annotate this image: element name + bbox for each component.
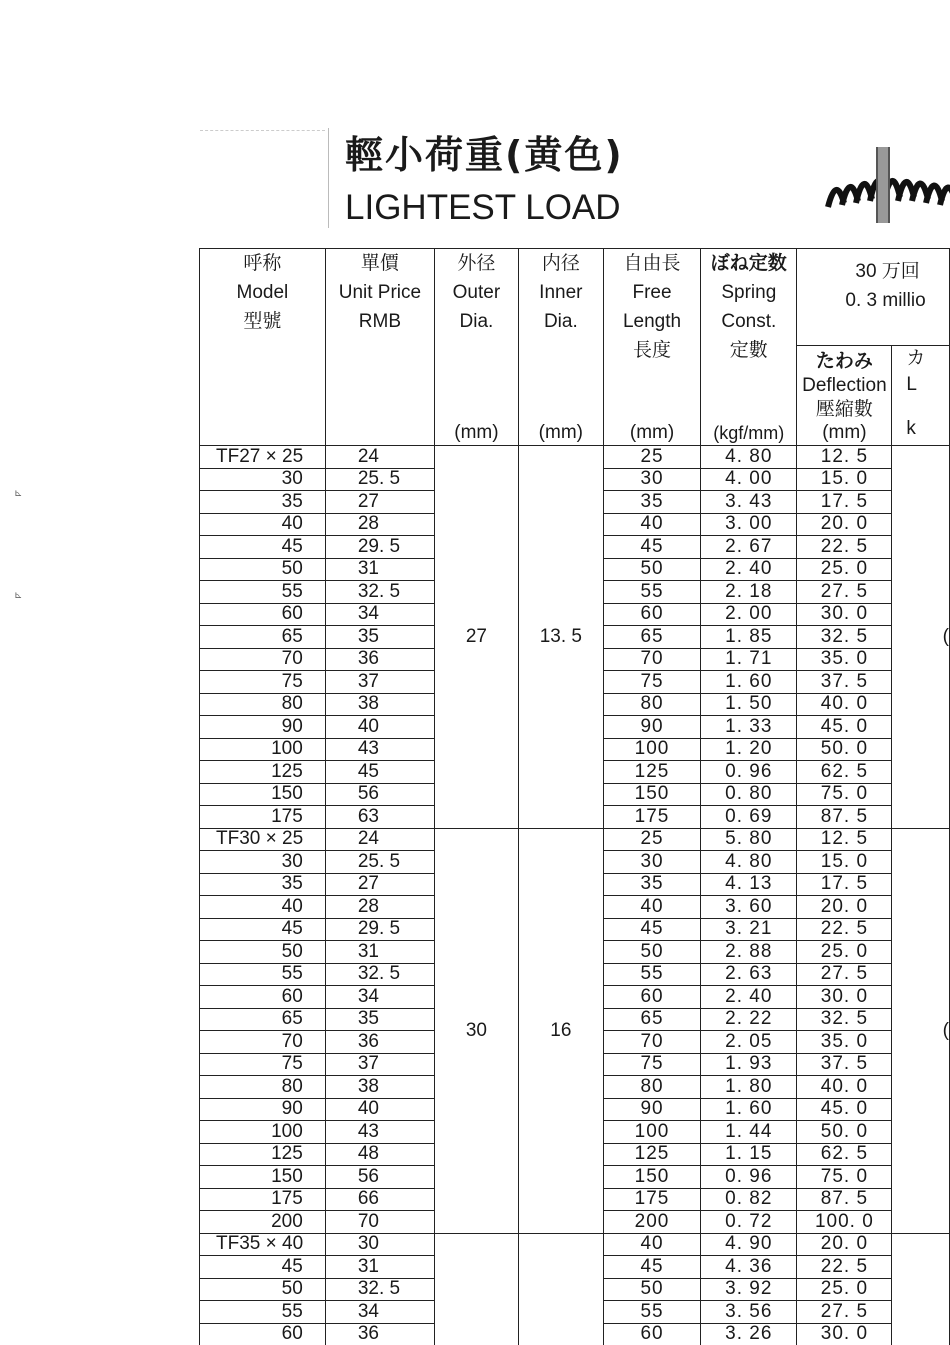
cell-model: 45 <box>200 918 326 941</box>
cell-model: 45 <box>200 536 326 559</box>
cell-deflection: 62. 5 <box>797 761 892 784</box>
header-free-tw: 長度 <box>633 340 672 361</box>
cell-spring-const: 4. 00 <box>701 468 797 491</box>
cell-deflection: 15. 0 <box>797 851 892 874</box>
cell-free-length: 45 <box>603 536 700 559</box>
cell-model: 50 <box>200 558 326 581</box>
cell-free-length: 40 <box>603 1233 700 1256</box>
cell-spring-const: 4. 80 <box>701 851 797 874</box>
cell-free-length: 75 <box>603 1053 700 1076</box>
cell-spring-const: 4. 36 <box>701 1256 797 1279</box>
cell-spring-const: 0. 96 <box>701 761 797 784</box>
cell-free-length: 25 <box>603 446 700 469</box>
cell-spring-const: 4. 90 <box>701 1233 797 1256</box>
cell-price: 32. 5 <box>325 1278 434 1301</box>
cell-model: 45 <box>200 1256 326 1279</box>
cell-deflection: 32. 5 <box>797 626 892 649</box>
cell-free-length: 35 <box>603 873 700 896</box>
header-spring-en: Spring <box>721 282 777 303</box>
cell-price: 25. 5 <box>325 468 434 491</box>
cell-deflection: 17. 5 <box>797 873 892 896</box>
cell-price: 40 <box>325 716 434 739</box>
cell-spring-const: 5. 80 <box>701 828 797 851</box>
cell-model: 55 <box>200 581 326 604</box>
cell-inner-dia: 16 <box>518 828 603 1233</box>
cell-spring-const: 2. 88 <box>701 941 797 964</box>
cell-price: 37 <box>325 671 434 694</box>
cell-deflection: 75. 0 <box>797 783 892 806</box>
header-free-cn: 自由長 <box>623 253 681 274</box>
cell-price: 43 <box>325 738 434 761</box>
cell-model: 175 <box>200 1188 326 1211</box>
cell-spring-const: 1. 85 <box>701 626 797 649</box>
cell-model: TF27 × 25 <box>200 446 326 469</box>
cell-free-length: 125 <box>603 761 700 784</box>
header-inner-en: Inner <box>539 282 583 303</box>
header-spring-en2: Const. <box>721 311 777 332</box>
header-outer-en2: Dia. <box>459 311 494 332</box>
cell-spring-const: 3. 26 <box>701 1323 797 1345</box>
cell-price: 40 <box>325 1098 434 1121</box>
cell-model: 40 <box>200 513 326 536</box>
cell-spring-const: 0. 72 <box>701 1211 797 1234</box>
cell-deflection: 27. 5 <box>797 1301 892 1324</box>
header-deflection-jp: たわみ <box>815 351 873 373</box>
page-title-cn: 輕小荷重(黄色) <box>345 133 624 177</box>
header-inner-en2: Dia. <box>543 311 578 332</box>
cell-model: 60 <box>200 603 326 626</box>
margin-mark: ⊾ <box>14 590 23 601</box>
cell-spring-const: 2. 05 <box>701 1031 797 1054</box>
cell-model: 35 <box>200 873 326 896</box>
page-title-en: LIGHTEST LOAD <box>345 188 621 227</box>
table-row <box>200 446 950 469</box>
cell-free-length: 25 <box>603 828 700 851</box>
cell-outer-dia: 30 <box>435 828 519 1233</box>
cell-price: 29. 5 <box>325 536 434 559</box>
cell-spring-const: 1. 93 <box>701 1053 797 1076</box>
cell-spring-const: 1. 50 <box>701 693 797 716</box>
cell-deflection: 15. 0 <box>797 468 892 491</box>
cell-free-length: 150 <box>603 783 700 806</box>
cell-price: 27 <box>325 873 434 896</box>
unit-spring: (kgf/mm) <box>713 423 785 443</box>
cell-free-length: 125 <box>603 1143 700 1166</box>
header-price-en: Unit Price <box>338 282 422 303</box>
cell-model: 80 <box>200 693 326 716</box>
cell-free-length: 90 <box>603 716 700 739</box>
cell-deflection: 32. 5 <box>797 1008 892 1031</box>
cell-model: 60 <box>200 1323 326 1345</box>
cell-free-length: 60 <box>603 986 700 1009</box>
cell-free-length: 175 <box>603 806 700 829</box>
cell-model: TF35 × 40 <box>200 1233 326 1256</box>
cell-price: 37 <box>325 1053 434 1076</box>
cell-spring-const: 2. 67 <box>701 536 797 559</box>
header-spring-tw: 定數 <box>729 340 768 361</box>
cell-price: 35 <box>325 1008 434 1031</box>
cell-deflection: 25. 0 <box>797 941 892 964</box>
cell-price: 63 <box>325 806 434 829</box>
cell-free-length: 75 <box>603 671 700 694</box>
header-outer-en: Outer <box>452 282 501 303</box>
header-next-1: カ <box>906 348 926 370</box>
cell-spring-const: 0. 82 <box>701 1188 797 1211</box>
col-header-free-length <box>603 249 700 446</box>
cell-deflection: 87. 5 <box>797 1188 892 1211</box>
cell-free-length: 150 <box>603 1166 700 1189</box>
cell-price: 45 <box>325 761 434 784</box>
cell-outer-dia <box>435 1233 519 1345</box>
cell-model: 100 <box>200 738 326 761</box>
cell-free-length: 65 <box>603 626 700 649</box>
col-header-next <box>892 346 950 446</box>
cell-spring-const: 2. 63 <box>701 963 797 986</box>
cell-spring-const: 0. 96 <box>701 1166 797 1189</box>
cell-deflection: 35. 0 <box>797 1031 892 1054</box>
cell-spring-const: 2. 40 <box>701 986 797 1009</box>
header-inner-cn: 内径 <box>541 253 580 274</box>
cell-model: 30 <box>200 851 326 874</box>
cell-free-length: 200 <box>603 1211 700 1234</box>
cell-model: 100 <box>200 1121 326 1144</box>
cell-free-length: 50 <box>603 558 700 581</box>
cell-price: 34 <box>325 603 434 626</box>
cell-deflection: 100. 0 <box>797 1211 892 1234</box>
cell-deflection: 30. 0 <box>797 986 892 1009</box>
cell-life-load: ( <box>892 446 950 829</box>
spring-spec-table <box>199 248 950 1345</box>
cell-model: 80 <box>200 1076 326 1099</box>
col-header-price <box>325 249 434 446</box>
cell-free-length: 50 <box>603 941 700 964</box>
cell-price: 29. 5 <box>325 918 434 941</box>
cell-free-length: 80 <box>603 693 700 716</box>
logo-placeholder <box>198 128 329 228</box>
cell-model: 125 <box>200 1143 326 1166</box>
cell-price: 32. 5 <box>325 963 434 986</box>
cell-deflection: 75. 0 <box>797 1166 892 1189</box>
cell-spring-const: 0. 69 <box>701 806 797 829</box>
cell-deflection: 62. 5 <box>797 1143 892 1166</box>
cell-model: 65 <box>200 626 326 649</box>
cell-free-length: 55 <box>603 963 700 986</box>
cell-price: 31 <box>325 941 434 964</box>
cell-life-load <box>892 1233 950 1345</box>
cell-free-length: 90 <box>603 1098 700 1121</box>
cell-price: 36 <box>325 1323 434 1345</box>
cell-spring-const: 1. 80 <box>701 1076 797 1099</box>
cell-price: 70 <box>325 1211 434 1234</box>
unit-inner: (mm) <box>538 422 583 443</box>
cell-price: 36 <box>325 1031 434 1054</box>
header-price-unit: RMB <box>358 311 402 332</box>
cell-price: 34 <box>325 986 434 1009</box>
cell-spring-const: 1. 60 <box>701 1098 797 1121</box>
cell-price: 31 <box>325 1256 434 1279</box>
cell-deflection: 12. 5 <box>797 446 892 469</box>
header-next-3: k <box>906 418 916 440</box>
cell-price: 30 <box>325 1233 434 1256</box>
cell-deflection: 30. 0 <box>797 1323 892 1345</box>
cell-deflection: 37. 5 <box>797 671 892 694</box>
header-model-tw: 型號 <box>243 311 282 332</box>
header-free-en: Free <box>632 282 672 303</box>
cell-model: TF30 × 25 <box>200 828 326 851</box>
col-header-life <box>797 249 950 346</box>
cell-deflection: 40. 0 <box>797 1076 892 1099</box>
col-header-model <box>200 249 326 446</box>
table-row <box>200 1233 950 1256</box>
cell-model: 35 <box>200 491 326 514</box>
header-model-cn: 呼称 <box>243 253 282 274</box>
cell-model: 55 <box>200 963 326 986</box>
cell-model: 70 <box>200 1031 326 1054</box>
cell-spring-const: 3. 92 <box>701 1278 797 1301</box>
cell-free-length: 70 <box>603 648 700 671</box>
cell-free-length: 100 <box>603 1121 700 1144</box>
unit-outer: (mm) <box>454 422 499 443</box>
col-header-inner <box>518 249 603 446</box>
cell-model: 125 <box>200 761 326 784</box>
coil-spring-icon <box>818 145 950 225</box>
cell-deflection: 35. 0 <box>797 648 892 671</box>
cell-price: 36 <box>325 648 434 671</box>
cell-free-length: 30 <box>603 851 700 874</box>
cell-deflection: 37. 5 <box>797 1053 892 1076</box>
cell-price: 28 <box>325 896 434 919</box>
cell-deflection: 25. 0 <box>797 558 892 581</box>
cell-deflection: 22. 5 <box>797 918 892 941</box>
cell-price: 34 <box>325 1301 434 1324</box>
cell-free-length: 175 <box>603 1188 700 1211</box>
cell-price: 28 <box>325 513 434 536</box>
cell-deflection: 17. 5 <box>797 491 892 514</box>
cell-deflection: 22. 5 <box>797 536 892 559</box>
cell-outer-dia: 27 <box>435 446 519 829</box>
cell-free-length: 30 <box>603 468 700 491</box>
cell-model: 65 <box>200 1008 326 1031</box>
cell-model: 90 <box>200 1098 326 1121</box>
cell-model: 175 <box>200 806 326 829</box>
cell-model: 150 <box>200 783 326 806</box>
cell-free-length: 70 <box>603 1031 700 1054</box>
cell-life-load: ( <box>892 828 950 1233</box>
cell-free-length: 40 <box>603 896 700 919</box>
cell-model: 150 <box>200 1166 326 1189</box>
cell-price: 27 <box>325 491 434 514</box>
header-deflection-tw: 壓縮數 <box>815 399 873 421</box>
header-life-cn: 30 万回 <box>855 261 920 282</box>
cell-model: 75 <box>200 1053 326 1076</box>
cell-spring-const: 1. 71 <box>701 648 797 671</box>
header-free-en2: Length <box>622 311 682 332</box>
col-header-deflection <box>797 346 892 446</box>
cell-deflection: 30. 0 <box>797 603 892 626</box>
cell-price: 56 <box>325 783 434 806</box>
unit-free: (mm) <box>629 422 675 443</box>
header-deflection-en: Deflection <box>802 375 887 397</box>
cell-free-length: 55 <box>603 1301 700 1324</box>
cell-price: 25. 5 <box>325 851 434 874</box>
header-spring-jp: ぼね定数 <box>710 253 787 274</box>
cell-spring-const: 1. 44 <box>701 1121 797 1144</box>
table-body <box>200 446 950 1345</box>
cell-spring-const: 2. 00 <box>701 603 797 626</box>
cell-spring-const: 1. 33 <box>701 716 797 739</box>
cell-spring-const: 4. 13 <box>701 873 797 896</box>
cell-deflection: 50. 0 <box>797 1121 892 1144</box>
cell-price: 56 <box>325 1166 434 1189</box>
cell-spring-const: 0. 80 <box>701 783 797 806</box>
cell-model: 70 <box>200 648 326 671</box>
cell-model: 75 <box>200 671 326 694</box>
cell-price: 48 <box>325 1143 434 1166</box>
cell-deflection: 45. 0 <box>797 716 892 739</box>
cell-spring-const: 3. 56 <box>701 1301 797 1324</box>
cell-free-length: 65 <box>603 1008 700 1031</box>
cell-model: 50 <box>200 1278 326 1301</box>
cell-price: 35 <box>325 626 434 649</box>
cell-spring-const: 3. 21 <box>701 918 797 941</box>
header-model-en: Model <box>236 282 289 303</box>
cell-model: 40 <box>200 896 326 919</box>
cell-spring-const: 4. 80 <box>701 446 797 469</box>
cell-model: 60 <box>200 986 326 1009</box>
unit-deflection: (mm) <box>822 422 867 443</box>
col-header-outer <box>435 249 519 446</box>
table-row <box>200 828 950 851</box>
cell-deflection: 27. 5 <box>797 963 892 986</box>
cell-deflection: 25. 0 <box>797 1278 892 1301</box>
cell-free-length: 50 <box>603 1278 700 1301</box>
cell-free-length: 45 <box>603 1256 700 1279</box>
cell-model: 50 <box>200 941 326 964</box>
cell-price: 38 <box>325 1076 434 1099</box>
cell-free-length: 55 <box>603 581 700 604</box>
cell-spring-const: 3. 43 <box>701 491 797 514</box>
cell-deflection: 20. 0 <box>797 896 892 919</box>
cell-model: 30 <box>200 468 326 491</box>
cell-deflection: 50. 0 <box>797 738 892 761</box>
cell-free-length: 100 <box>603 738 700 761</box>
cell-spring-const: 2. 40 <box>701 558 797 581</box>
cell-deflection: 20. 0 <box>797 513 892 536</box>
cell-price: 24 <box>325 828 434 851</box>
header-price-cn: 單價 <box>360 253 399 274</box>
cell-free-length: 60 <box>603 603 700 626</box>
cell-price: 38 <box>325 693 434 716</box>
cell-deflection: 87. 5 <box>797 806 892 829</box>
cell-inner-dia: 13. 5 <box>518 446 603 829</box>
cell-model: 90 <box>200 716 326 739</box>
cell-spring-const: 1. 60 <box>701 671 797 694</box>
cell-model: 200 <box>200 1211 326 1234</box>
cell-spring-const: 1. 20 <box>701 738 797 761</box>
header-next-2: L <box>906 374 917 396</box>
margin-mark: ⊾ <box>14 488 23 499</box>
cell-free-length: 45 <box>603 918 700 941</box>
cell-deflection: 45. 0 <box>797 1098 892 1121</box>
cell-deflection: 20. 0 <box>797 1233 892 1256</box>
cell-price: 66 <box>325 1188 434 1211</box>
cell-spring-const: 1. 15 <box>701 1143 797 1166</box>
cell-spring-const: 2. 22 <box>701 1008 797 1031</box>
cell-spring-const: 2. 18 <box>701 581 797 604</box>
cell-free-length: 40 <box>603 513 700 536</box>
cell-price: 24 <box>325 446 434 469</box>
cell-inner-dia <box>518 1233 603 1345</box>
cell-free-length: 35 <box>603 491 700 514</box>
cell-deflection: 27. 5 <box>797 581 892 604</box>
header-life-en: 0. 3 millio <box>845 290 926 311</box>
cell-deflection: 12. 5 <box>797 828 892 851</box>
cell-price: 31 <box>325 558 434 581</box>
cell-deflection: 40. 0 <box>797 693 892 716</box>
cell-free-length: 80 <box>603 1076 700 1099</box>
col-header-spring-const <box>701 249 797 446</box>
cell-deflection: 22. 5 <box>797 1256 892 1279</box>
cell-price: 43 <box>325 1121 434 1144</box>
cell-model: 55 <box>200 1301 326 1324</box>
cell-free-length: 60 <box>603 1323 700 1345</box>
cell-spring-const: 3. 60 <box>701 896 797 919</box>
cell-spring-const: 3. 00 <box>701 513 797 536</box>
header-outer-cn: 外径 <box>457 253 496 274</box>
cell-price: 32. 5 <box>325 581 434 604</box>
